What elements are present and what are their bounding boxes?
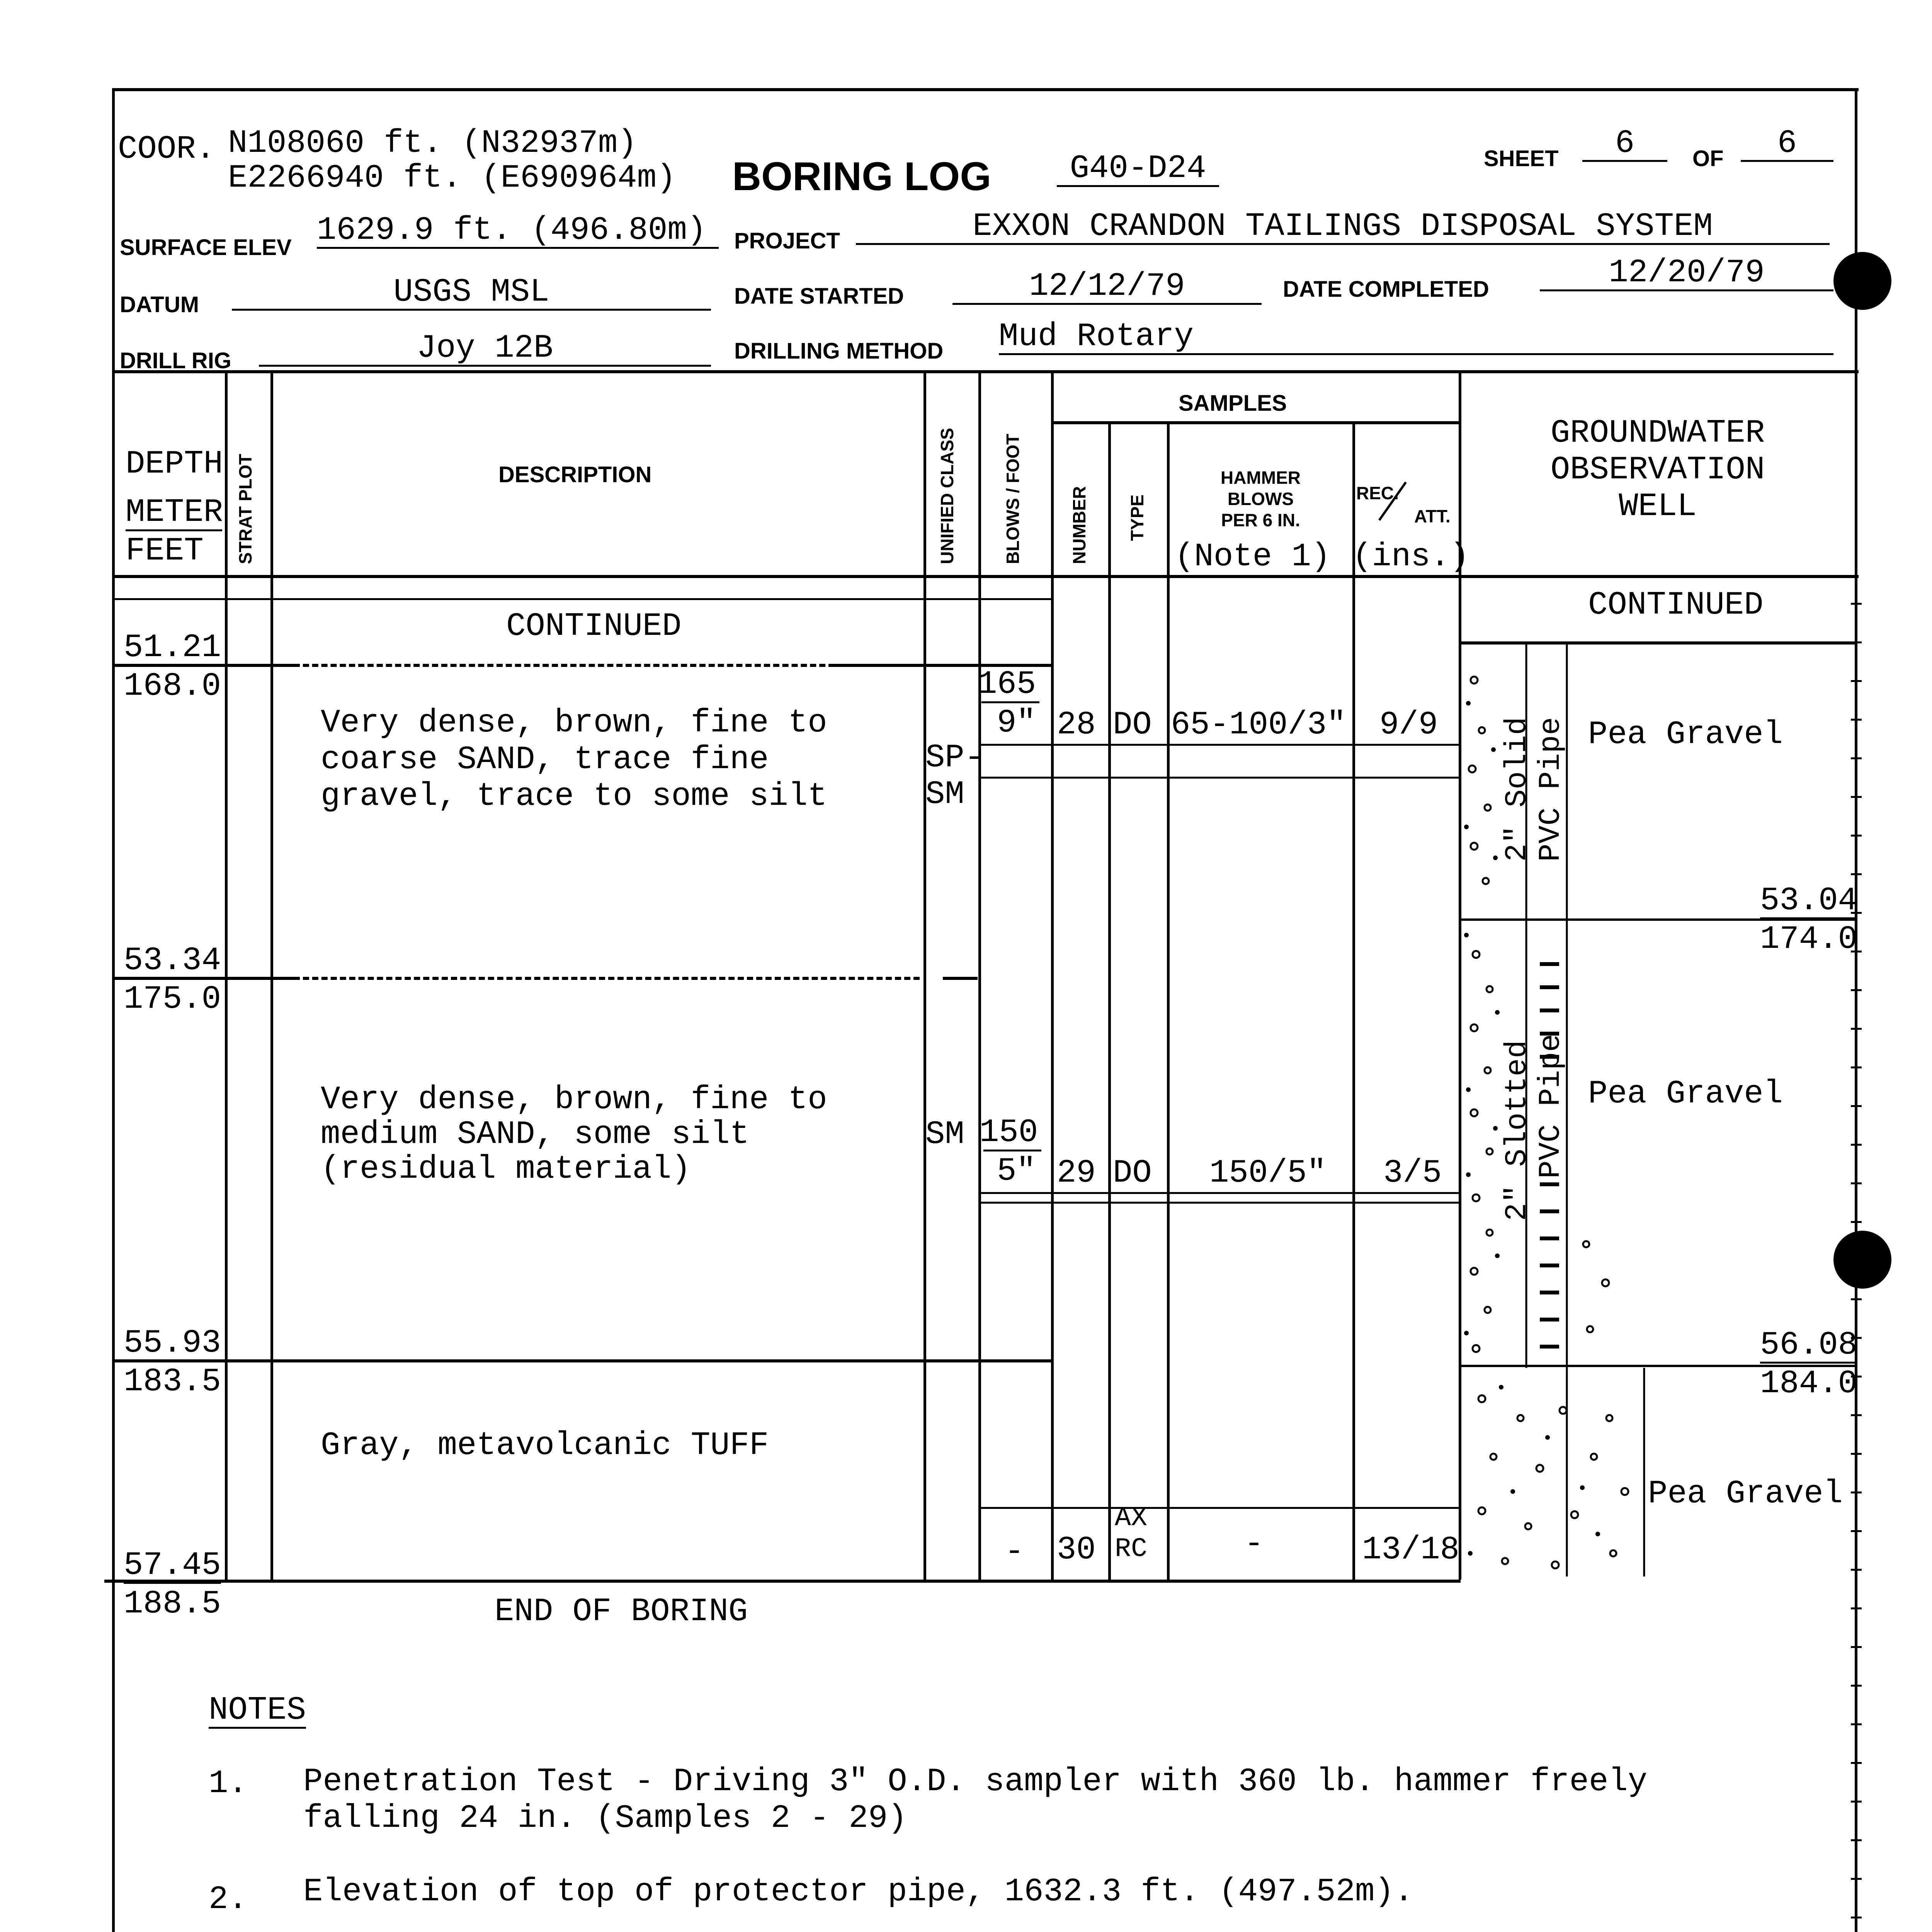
sample-29-rule-1	[978, 1192, 1461, 1194]
number-col-divider	[1108, 421, 1111, 1580]
sample-30-type-1: AX	[1115, 1503, 1148, 1534]
sample-28-rec: 9/9	[1379, 707, 1438, 743]
datum-label: DATUM	[120, 292, 199, 317]
end-of-boring: END OF BORING	[495, 1594, 748, 1630]
scale-tick	[1851, 1646, 1862, 1648]
depth-meter-2: 53.34	[124, 942, 221, 979]
number-header: NUMBER	[1069, 486, 1089, 564]
drill-rig-value: Joy 12B	[259, 332, 711, 367]
samples-header: SAMPLES	[1179, 391, 1287, 416]
scale-tick	[1851, 1182, 1862, 1184]
sample-28-hammer: 65-100/3"	[1171, 707, 1346, 743]
sample-28-top-rule	[978, 664, 1053, 666]
layer-2-line-1: Very dense, brown, fine to	[321, 1082, 827, 1118]
sheet-label: SHEET	[1484, 146, 1559, 171]
sample-28-blows-top: 165	[978, 666, 1036, 703]
sample-30-top-rule	[978, 1507, 1461, 1509]
depth-col-divider	[225, 370, 228, 1580]
scale-tick	[1851, 1762, 1862, 1764]
sample-29-blows-top: 150	[980, 1114, 1038, 1151]
table-top-rule	[112, 370, 1859, 373]
frame-top	[112, 88, 1859, 91]
well-solid-label-1: 2" Solid	[1500, 717, 1534, 862]
continued-right: CONTINUED	[1588, 587, 1764, 624]
drilling-method-value: Mud Rotary	[999, 321, 1833, 355]
drilling-method-label: DRILLING METHOD	[734, 338, 944, 364]
boundary-188-5	[104, 1580, 1461, 1583]
type-col-divider	[1167, 421, 1170, 1580]
note-1-line-2: falling 24 in. (Samples 2 - 29)	[303, 1800, 907, 1837]
sample-29-blows-divider	[983, 1150, 1041, 1151]
depth-feet-2: 175.0	[124, 981, 221, 1018]
scale-tick	[1851, 989, 1862, 991]
page-title: BORING LOG	[732, 154, 992, 199]
layer-2-class-1: SM	[925, 1116, 964, 1153]
sheet-number: 6	[1582, 128, 1667, 162]
sample-30-number: 30	[1057, 1532, 1096, 1568]
scale-tick	[1851, 1144, 1862, 1146]
depth-feet-4: 188.5	[124, 1586, 221, 1622]
datum-value: USGS MSL	[232, 276, 711, 311]
scale-tick	[1851, 1298, 1862, 1300]
sample-29-blows-bottom: 5"	[997, 1153, 1036, 1190]
frame-left	[112, 88, 115, 1932]
feet-header: FEET	[126, 533, 204, 570]
note-2-number: 2.	[209, 1881, 248, 1918]
hammer-header-2: BLOWS	[1227, 489, 1294, 509]
well-slotted-label-1: 2" Slotted	[1500, 1040, 1534, 1221]
scale-tick	[1851, 641, 1862, 643]
scale-tick	[1851, 1066, 1862, 1068]
scale-tick	[1851, 835, 1862, 837]
hammer-col-divider	[1352, 421, 1355, 1580]
scale-tick	[1851, 680, 1862, 682]
type-header: TYPE	[1127, 494, 1147, 541]
scale-tick	[1851, 1221, 1862, 1223]
scale-tick	[1851, 873, 1862, 875]
scale-tick	[1851, 1028, 1862, 1030]
att-header: ATT.	[1414, 506, 1451, 526]
class-col-divider	[978, 370, 981, 1580]
unified-class-header: UNIFIED CLASS	[937, 428, 957, 564]
continued-left-rule	[112, 598, 1052, 600]
scale-tick	[1851, 951, 1862, 952]
sample-28-type: DO	[1113, 707, 1152, 743]
rec-unit: (ins.)	[1352, 539, 1469, 575]
depth-meter-4: 57.45	[124, 1547, 221, 1584]
hammer-header-1: HAMMER	[1221, 468, 1301, 488]
scale-tick	[1851, 1530, 1862, 1532]
scale-tick	[1851, 1569, 1862, 1571]
well-header-1: GROUNDWATER	[1550, 415, 1765, 452]
scale-tick	[1851, 1260, 1862, 1262]
blows-col-divider	[1051, 370, 1054, 1580]
layer-1-class-2: SM	[925, 776, 964, 813]
scale-tick	[1851, 1414, 1862, 1416]
well-depth-1-feet: 174.0	[1760, 921, 1858, 958]
layer-3-line-1: Gray, metavolcanic TUFF	[321, 1427, 769, 1464]
scale-tick	[1851, 603, 1862, 605]
well-depth-2-feet: 184.0	[1760, 1366, 1858, 1402]
well-header-3: WELL	[1619, 488, 1697, 525]
layer-1-line-1: Very dense, brown, fine to	[321, 705, 827, 742]
scale-tick	[1851, 1801, 1862, 1803]
log-id: G40-D24	[1057, 153, 1219, 187]
date-completed-value: 12/20/79	[1540, 257, 1833, 291]
depth-feet-1: 168.0	[124, 668, 221, 705]
boundary-175-dash	[294, 977, 920, 980]
scale-tick	[1851, 1723, 1862, 1725]
scale-tick	[1851, 1878, 1862, 1880]
blows-foot-header: BLOWS / FOOT	[1003, 434, 1023, 564]
coor-east: E2266940 ft. (E690964m)	[228, 160, 676, 197]
meter-feet-divider	[126, 529, 222, 531]
well-depth-1-meter: 53.04	[1760, 883, 1858, 919]
layer-2-line-2: medium SAND, some silt	[321, 1116, 749, 1153]
strat-col-divider	[270, 370, 273, 1580]
date-started-value: 12/12/79	[952, 270, 1262, 305]
drill-rig-label: DRILL RIG	[120, 348, 231, 373]
project-label: PROJECT	[734, 228, 840, 253]
scale-tick	[1851, 1492, 1862, 1493]
boundary-175-right	[943, 977, 978, 980]
rec-header: REC.	[1356, 483, 1399, 503]
column-header-bottom-rule	[112, 575, 1859, 578]
scale-tick	[1851, 1105, 1862, 1107]
boundary-168-left	[112, 664, 294, 667]
depth-meter-1: 51.21	[124, 629, 221, 666]
sample-28-number: 28	[1057, 707, 1096, 743]
scale-tick	[1851, 719, 1862, 721]
layer-2-line-3: (residual material)	[321, 1151, 691, 1188]
meter-header: METER	[126, 494, 223, 531]
scale-tick	[1851, 1917, 1862, 1918]
scale-tick	[1851, 1337, 1862, 1339]
layer-1-class-1: SP-	[925, 740, 984, 776]
notes-heading: NOTES	[209, 1692, 306, 1729]
sample-30-rec: 13/18	[1362, 1532, 1460, 1568]
continued-left: CONTINUED	[506, 608, 682, 645]
well-pea-gravel-1: Pea Gravel	[1588, 716, 1783, 753]
of-label: OF	[1692, 146, 1724, 171]
sheet-total: 6	[1741, 128, 1833, 162]
sample-28-rule-1	[978, 744, 1461, 746]
well-slotted-label-2: PVC Pipe	[1534, 1034, 1568, 1179]
scale-tick	[1851, 757, 1862, 759]
depth-meter-3: 55.93	[124, 1325, 221, 1362]
well-pea-gravel-3: Pea Gravel	[1648, 1476, 1843, 1512]
note-2-line-1: Elevation of top of protector pipe, 1632.3 ft. (497.52m).	[303, 1874, 1414, 1910]
description-header: DESCRIPTION	[498, 462, 652, 487]
well-header-2: OBSERVATION	[1550, 452, 1765, 488]
hammer-note: (Note 1)	[1175, 539, 1331, 575]
sample-28-blows-divider	[981, 701, 1039, 703]
depth-feet-3: 183.5	[124, 1364, 221, 1400]
scale-tick	[1851, 1839, 1862, 1841]
date-started-label: DATE STARTED	[734, 284, 904, 309]
boundary-168-dash	[294, 664, 835, 667]
sample-30-type-2: RC	[1115, 1534, 1148, 1565]
sample-29-rec: 3/5	[1383, 1155, 1442, 1192]
boundary-183-5	[112, 1359, 1052, 1362]
scale-tick	[1851, 1607, 1862, 1609]
sample-30-hammer: -	[1244, 1526, 1264, 1563]
hammer-header-3: PER 6 IN.	[1221, 510, 1300, 530]
strat-plot-header: STRAT PLOT	[235, 454, 255, 564]
scale-tick	[1851, 1453, 1862, 1455]
boundary-175-left	[112, 977, 294, 980]
sample-29-number: 29	[1057, 1155, 1096, 1192]
samples-header-rule	[1051, 421, 1460, 424]
surface-elev-label: SURFACE ELEV	[120, 235, 292, 260]
scale-tick	[1851, 912, 1862, 914]
layer-1-line-2: coarse SAND, trace fine	[321, 742, 769, 778]
coor-label: COOR.	[118, 131, 216, 168]
scale-tick	[1851, 796, 1862, 798]
sample-28-blows-bottom: 9"	[997, 705, 1036, 742]
description-col-divider	[923, 370, 926, 1580]
sample-28-rule-2	[978, 777, 1461, 779]
note-1-line-1: Penetration Test - Driving 3" O.D. sampler with 360 lb. hammer freely	[303, 1764, 1648, 1800]
note-1-number: 1.	[209, 1765, 248, 1802]
well-solid-label-2: PVC Pipe	[1534, 717, 1568, 862]
layer-1-line-3: gravel, trace to some silt	[321, 778, 827, 815]
sample-29-rule-2	[978, 1202, 1461, 1204]
surface-elev-value: 1629.9 ft. (496.80m)	[317, 214, 719, 249]
date-completed-label: DATE COMPLETED	[1283, 277, 1489, 302]
project-value: EXXON CRANDON TAILINGS DISPOSAL SYSTEM	[856, 211, 1830, 245]
well-pea-gravel-2: Pea Gravel	[1588, 1076, 1783, 1112]
sample-29-hammer: 150/5"	[1209, 1155, 1327, 1192]
sample-29-type: DO	[1113, 1155, 1152, 1192]
coor-north: N108060 ft. (N32937m)	[228, 125, 637, 162]
well-depth-2-meter: 56.08	[1760, 1327, 1858, 1364]
depth-header: DEPTH	[126, 446, 223, 483]
binder-hole-top	[1833, 252, 1891, 310]
scale-tick	[1851, 1376, 1862, 1378]
sample-30-blows: -	[1005, 1534, 1024, 1570]
scale-tick	[1851, 1685, 1862, 1687]
